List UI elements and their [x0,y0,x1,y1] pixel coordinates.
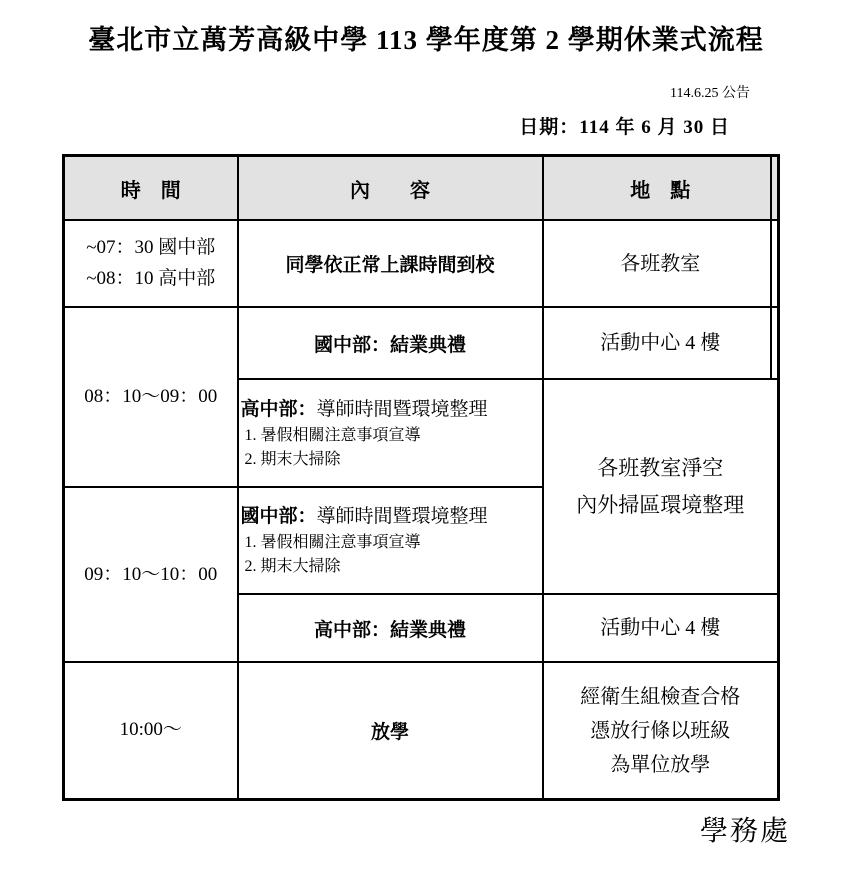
schedule-table [62,154,780,801]
dismissal-location-line-2: 憑放行條以班級 [590,719,731,742]
senior-dept-label: 高中部： [240,398,317,420]
junior-homeroom-title [241,502,540,531]
cell-content-dismissal: 放學 [238,662,543,799]
cell-content-junior-homeroom [238,487,543,594]
junior-homeroom-item-2: 2. 期末大掃除 [244,558,341,576]
cell-content-junior-ceremony: 國中部：結業典禮 [238,307,543,379]
cell-time-0910-1000: 09：10～10：00 [64,487,238,662]
table-row-junior-ceremony [64,307,779,379]
cell-time-0810-0900: 08：10～09：00 [64,307,238,487]
cell-location-dismissal [543,662,779,799]
senior-activity-label: 導師時間暨環境整理 [316,398,488,420]
signature-office: 學務處 [699,815,790,847]
cell-location-junior-ceremony: 活動中心 4 樓 [543,307,779,379]
cell-location-arrival: 各班教室 [543,220,779,307]
senior-homeroom-item-2: 2. 期末大掃除 [244,450,341,468]
table-row-dismissal [64,662,779,799]
event-date-line: 日期：114 年 6 月 30 日 [519,116,730,138]
junior-homeroom-item-1: 1. 暑假相關注意事項宣導 [244,534,421,552]
cell-time-arrival [64,220,238,307]
dismissal-location-line-1: 經衛生組檢查合格 [580,685,741,708]
table-row-arrival [64,220,779,307]
senior-homeroom-title [241,395,540,424]
announcement-date: 114.6.25 公告 [670,85,750,101]
cell-location-senior-ceremony: 活動中心 4 樓 [543,594,779,662]
senior-homeroom-item-1: 1. 暑假相關注意事項宣導 [244,426,421,444]
table-header-row [64,155,779,220]
cell-content-senior-ceremony: 高中部：結業典禮 [238,594,543,662]
column-header-location: 地 點 [543,155,779,220]
junior-dept-label: 國中部： [240,506,317,528]
document-page [0,24,852,849]
cleanup-location-line-1: 各班教室淨空 [597,456,724,480]
column-header-time: 時 間 [64,155,238,220]
junior-activity-label: 導師時間暨環境整理 [316,506,488,528]
schedule-table-container [62,154,777,801]
cell-content-arrival: 同學依正常上課時間到校 [238,220,543,307]
cell-content-senior-homeroom [238,379,543,487]
page-title: 臺北市立萬芳高級中學 113 學年度第 2 學期休業式流程 [88,25,764,55]
table-right-double-border-artifact [770,156,772,378]
time-senior-arrival: ~08：10 高中部 [86,267,216,289]
dismissal-location-line-3: 為單位放學 [610,753,711,776]
time-junior-arrival: ~07：30 國中部 [86,237,216,259]
cleanup-location-line-2: 內外掃區環境整理 [576,492,745,517]
cell-location-cleanup [543,379,779,594]
cell-time-dismissal: 10:00～ [64,662,238,799]
column-header-content: 內 容 [238,155,543,220]
